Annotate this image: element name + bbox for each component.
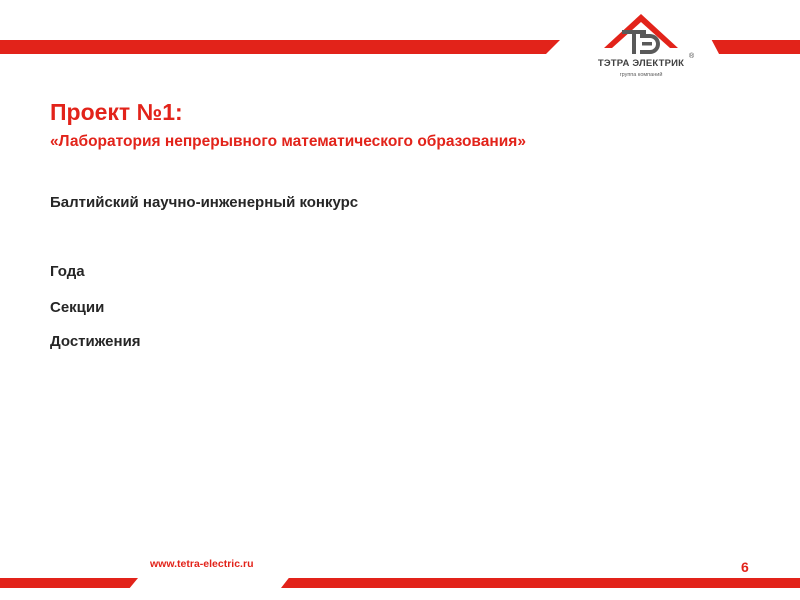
company-logo bbox=[586, 12, 696, 86]
slide-title: Проект №1: bbox=[50, 99, 183, 125]
header-band-left bbox=[0, 40, 560, 54]
header-band-right bbox=[708, 40, 800, 54]
slide-subtitle: «Лаборатория непрерывного математического образования» bbox=[50, 133, 526, 150]
footer-band-left bbox=[0, 578, 138, 588]
website-link[interactable]: www.tetra-electric.ru bbox=[150, 558, 254, 570]
list-item: Секции bbox=[50, 299, 105, 316]
list-item: Года bbox=[50, 263, 85, 280]
page-number: 6 bbox=[741, 559, 749, 575]
logo-name: ТЭТРА ЭЛЕКТРИК bbox=[597, 58, 685, 69]
footer-band-right bbox=[281, 578, 800, 588]
logo-registered-mark: ® bbox=[689, 53, 695, 60]
list-item: Достижения bbox=[50, 333, 141, 350]
content-heading: Балтийский научно-инженерный конкурс bbox=[50, 194, 359, 211]
logo-subtitle: группа компаний bbox=[619, 72, 663, 78]
logo-mark-icon bbox=[586, 12, 696, 58]
